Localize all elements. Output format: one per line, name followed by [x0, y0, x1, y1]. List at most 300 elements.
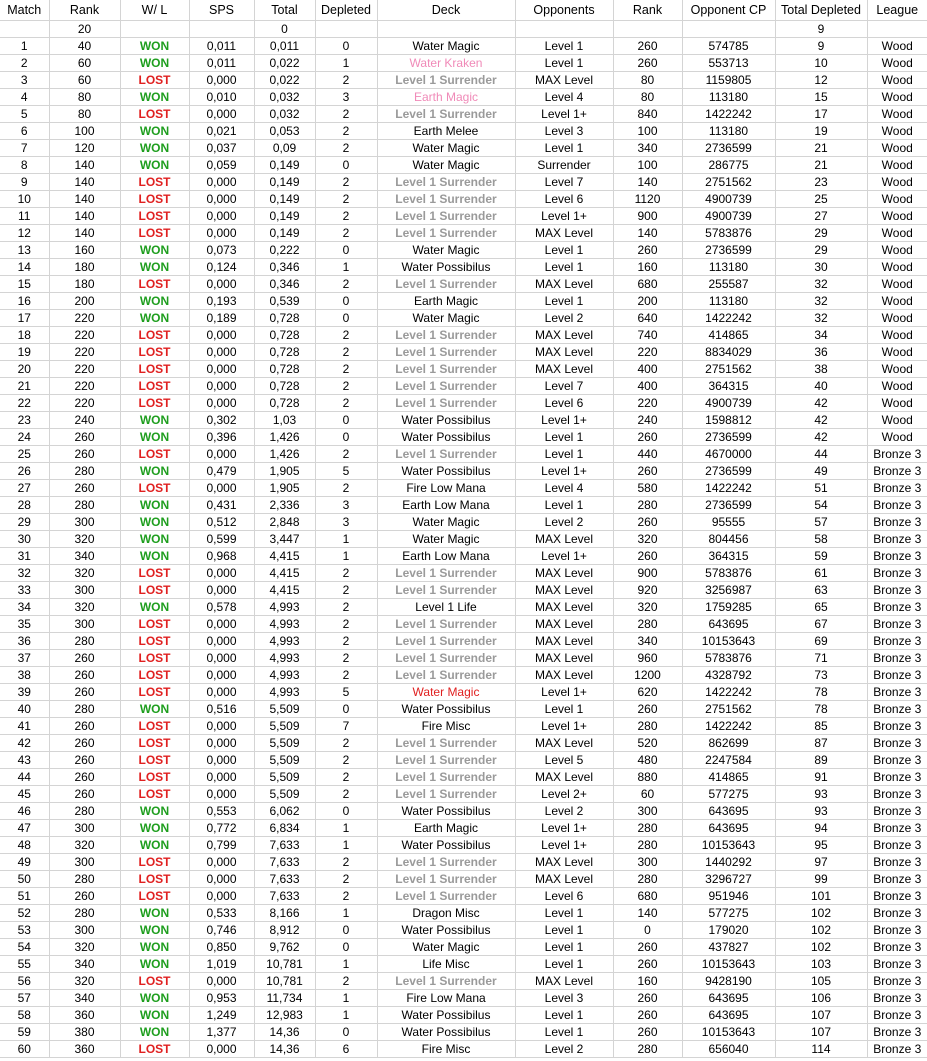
cell-depleted[interactable]: 1 — [315, 55, 377, 72]
cell-total-depleted[interactable]: 44 — [775, 446, 867, 463]
cell-total[interactable]: 0,728 — [254, 361, 315, 378]
cell-opponents[interactable]: MAX Level — [515, 650, 613, 667]
cell-rank[interactable]: 280 — [49, 633, 120, 650]
cell-deck[interactable]: Level 1 Surrender — [377, 582, 515, 599]
cell-sps[interactable]: 0,037 — [189, 140, 254, 157]
cell-rank[interactable]: 260 — [49, 650, 120, 667]
cell-total[interactable]: 4,993 — [254, 599, 315, 616]
cell-rank[interactable]: 260 — [49, 888, 120, 905]
cell-sps[interactable]: 0,553 — [189, 803, 254, 820]
cell-rank[interactable]: 180 — [49, 276, 120, 293]
cell-rank[interactable]: 60 — [49, 55, 120, 72]
cell-total[interactable]: 0,728 — [254, 378, 315, 395]
cell-league[interactable]: Bronze 3 — [867, 973, 927, 990]
cell-league[interactable]: Wood — [867, 395, 927, 412]
cell-opponents[interactable]: Level 1 — [515, 55, 613, 72]
cell-deck[interactable]: Level 1 Surrender — [377, 174, 515, 191]
cell-match[interactable]: 30 — [0, 531, 49, 548]
cell-rank[interactable]: 300 — [49, 820, 120, 837]
cell-opponents[interactable]: MAX Level — [515, 327, 613, 344]
cell-total-depleted[interactable]: 107 — [775, 1007, 867, 1024]
cell-rank[interactable]: 360 — [49, 1041, 120, 1058]
cell-deck[interactable]: Water Possibilus — [377, 259, 515, 276]
cell-sps[interactable]: 0,533 — [189, 905, 254, 922]
cell-wl[interactable]: WON — [120, 990, 189, 1007]
cell-opponents[interactable]: Level 1 — [515, 1007, 613, 1024]
cell-opponents[interactable]: MAX Level — [515, 582, 613, 599]
cell-league[interactable]: Bronze 3 — [867, 905, 927, 922]
cell-league[interactable]: Bronze 3 — [867, 565, 927, 582]
cell-depleted[interactable]: 2 — [315, 735, 377, 752]
cell-wl[interactable]: LOST — [120, 191, 189, 208]
cell-rank[interactable]: 120 — [49, 140, 120, 157]
cell-deck[interactable]: Level 1 Surrender — [377, 667, 515, 684]
cell-match[interactable]: 41 — [0, 718, 49, 735]
cell-opponent-rank[interactable]: 140 — [613, 905, 682, 922]
cell-depleted[interactable]: 2 — [315, 378, 377, 395]
cell-depleted[interactable]: 2 — [315, 599, 377, 616]
cell-opponent-rank[interactable]: 280 — [613, 1041, 682, 1058]
cell-wl[interactable]: LOST — [120, 582, 189, 599]
cell-sps[interactable]: 0,000 — [189, 1041, 254, 1058]
cell-league[interactable]: Wood — [867, 378, 927, 395]
cell-depleted[interactable]: 6 — [315, 1041, 377, 1058]
cell-wl[interactable]: LOST — [120, 174, 189, 191]
cell-opponents[interactable]: Level 6 — [515, 191, 613, 208]
cell-opponent-cp[interactable]: 5783876 — [682, 225, 775, 242]
cell-total[interactable]: 0,022 — [254, 72, 315, 89]
cell-deck[interactable]: Fire Low Mana — [377, 480, 515, 497]
cell-sps[interactable]: 0,193 — [189, 293, 254, 310]
cell-opponents[interactable]: Level 6 — [515, 395, 613, 412]
cell-league[interactable]: Bronze 3 — [867, 769, 927, 786]
cell-match[interactable]: 32 — [0, 565, 49, 582]
cell-depleted[interactable]: 0 — [315, 412, 377, 429]
cell-total-depleted[interactable]: 63 — [775, 582, 867, 599]
cell-opponent-rank[interactable]: 320 — [613, 531, 682, 548]
cell-wl[interactable]: LOST — [120, 361, 189, 378]
cell-sps[interactable]: 0,000 — [189, 361, 254, 378]
cell-rank[interactable]: 320 — [49, 837, 120, 854]
cell-match[interactable]: 3 — [0, 72, 49, 89]
cell-total[interactable]: 5,509 — [254, 701, 315, 718]
cell-deck[interactable]: Level 1 Surrender — [377, 786, 515, 803]
cell-league[interactable]: Bronze 3 — [867, 837, 927, 854]
cell-league[interactable]: Bronze 3 — [867, 650, 927, 667]
cell-total[interactable]: 0,032 — [254, 89, 315, 106]
cell-league[interactable]: Bronze 3 — [867, 446, 927, 463]
cell-opponents[interactable]: Level 1+ — [515, 463, 613, 480]
cell-opponent-rank[interactable]: 220 — [613, 395, 682, 412]
cell-wl[interactable]: LOST — [120, 854, 189, 871]
cell-total[interactable]: 4,993 — [254, 633, 315, 650]
cell-opponents[interactable]: Level 1+ — [515, 684, 613, 701]
cell-total-depleted[interactable]: 114 — [775, 1041, 867, 1058]
cell-opponents[interactable]: MAX Level — [515, 361, 613, 378]
cell-depleted[interactable]: 7 — [315, 718, 377, 735]
cell-opponent-cp[interactable]: 2751562 — [682, 174, 775, 191]
cell-wl[interactable]: LOST — [120, 344, 189, 361]
cell-deck[interactable]: Level 1 Surrender — [377, 650, 515, 667]
cell-total-depleted[interactable]: 78 — [775, 684, 867, 701]
cell-rank[interactable]: 280 — [49, 905, 120, 922]
cell-sps[interactable]: 0,010 — [189, 89, 254, 106]
cell-opponent-rank[interactable]: 160 — [613, 973, 682, 990]
cell-rank[interactable]: 180 — [49, 259, 120, 276]
cell-league[interactable]: Wood — [867, 242, 927, 259]
cell-opponent-rank[interactable]: 80 — [613, 89, 682, 106]
cell-total-depleted[interactable]: 59 — [775, 548, 867, 565]
cell-opponents[interactable]: MAX Level — [515, 599, 613, 616]
cell-total[interactable]: 0,222 — [254, 242, 315, 259]
cell-match[interactable]: 54 — [0, 939, 49, 956]
header-cell-rank[interactable]: Rank — [49, 0, 120, 21]
cell-total-depleted[interactable]: 102 — [775, 922, 867, 939]
cell-league[interactable]: Bronze 3 — [867, 497, 927, 514]
cell-total-depleted[interactable]: 34 — [775, 327, 867, 344]
cell-total-depleted[interactable]: 21 — [775, 157, 867, 174]
cell-deck[interactable]: Earth Low Mana — [377, 497, 515, 514]
cell-wl[interactable]: WON — [120, 803, 189, 820]
cell-rank[interactable]: 100 — [49, 123, 120, 140]
cell-opponent-cp[interactable]: 4900739 — [682, 191, 775, 208]
cell-opponents[interactable]: Level 1+ — [515, 837, 613, 854]
cell-sps[interactable]: 0,000 — [189, 446, 254, 463]
cell-opponent-rank[interactable]: 160 — [613, 259, 682, 276]
cell-league[interactable]: Bronze 3 — [867, 871, 927, 888]
cell-opponents[interactable]: Level 2 — [515, 514, 613, 531]
cell-match[interactable]: 44 — [0, 769, 49, 786]
cell-sps[interactable]: 1,377 — [189, 1024, 254, 1041]
cell-rank[interactable]: 80 — [49, 106, 120, 123]
cell-match[interactable]: 59 — [0, 1024, 49, 1041]
cell-depleted[interactable]: 2 — [315, 446, 377, 463]
cell-opponent-cp[interactable]: 2751562 — [682, 701, 775, 718]
cell-total[interactable]: 4,415 — [254, 582, 315, 599]
cell-total-depleted[interactable]: 93 — [775, 803, 867, 820]
cell-sps[interactable]: 0,000 — [189, 633, 254, 650]
cell-depleted[interactable]: 2 — [315, 106, 377, 123]
cell-opponent-cp[interactable]: 10153643 — [682, 1024, 775, 1041]
cell-opponent-cp[interactable]: 8834029 — [682, 344, 775, 361]
cell-sps[interactable]: 0,000 — [189, 208, 254, 225]
cell-league[interactable]: Wood — [867, 344, 927, 361]
cell-deck[interactable]: Water Possibilus — [377, 463, 515, 480]
cell-league[interactable]: Bronze 3 — [867, 514, 927, 531]
cell-opponents[interactable]: Level 3 — [515, 123, 613, 140]
cell-depleted[interactable]: 2 — [315, 565, 377, 582]
cell-total-depleted[interactable]: 101 — [775, 888, 867, 905]
cell-deck[interactable]: Water Possibilus — [377, 922, 515, 939]
cell-opponents[interactable]: Level 1 — [515, 939, 613, 956]
cell-league[interactable]: Bronze 3 — [867, 701, 927, 718]
cell-match[interactable]: 25 — [0, 446, 49, 463]
cell-depleted[interactable]: 2 — [315, 633, 377, 650]
cell-rank[interactable]: 340 — [49, 956, 120, 973]
cell-total[interactable]: 0,011 — [254, 38, 315, 55]
cell-opponent-rank[interactable]: 280 — [613, 837, 682, 854]
cell-opponent-rank[interactable]: 260 — [613, 956, 682, 973]
cell-match[interactable]: 16 — [0, 293, 49, 310]
cell-sps[interactable]: 0,000 — [189, 395, 254, 412]
cell-total-depleted[interactable]: 94 — [775, 820, 867, 837]
cell-sps[interactable]: 0,968 — [189, 548, 254, 565]
cell-wl[interactable]: WON — [120, 956, 189, 973]
cell-opponent-cp[interactable]: 2247584 — [682, 752, 775, 769]
cell-opponent-cp[interactable]: 255587 — [682, 276, 775, 293]
cell-sps[interactable]: 0,000 — [189, 106, 254, 123]
cell-opponents[interactable]: Level 4 — [515, 480, 613, 497]
cell-opponent-cp[interactable]: 1422242 — [682, 718, 775, 735]
cell-opponent-rank[interactable]: 260 — [613, 38, 682, 55]
cell-deck[interactable]: Earth Low Mana — [377, 548, 515, 565]
cell-league[interactable]: Bronze 3 — [867, 1024, 927, 1041]
cell-deck[interactable]: Level 1 Surrender — [377, 344, 515, 361]
cell-opponent-cp[interactable]: 2751562 — [682, 361, 775, 378]
cell-opponents[interactable]: MAX Level — [515, 871, 613, 888]
cell-total[interactable]: 5,509 — [254, 752, 315, 769]
cell-opponent-rank[interactable]: 620 — [613, 684, 682, 701]
cell-total[interactable]: 0,149 — [254, 157, 315, 174]
cell-wl[interactable]: LOST — [120, 973, 189, 990]
cell-opponent-rank[interactable]: 260 — [613, 990, 682, 1007]
cell-opponent-rank[interactable]: 260 — [613, 514, 682, 531]
cell-deck[interactable]: Water Magic — [377, 140, 515, 157]
cell-total[interactable]: 0,149 — [254, 225, 315, 242]
cell-total-depleted[interactable]: 19 — [775, 123, 867, 140]
cell-match[interactable]: 8 — [0, 157, 49, 174]
cell-opponent-cp[interactable]: 1159805 — [682, 72, 775, 89]
cell-sps[interactable]: 0,431 — [189, 497, 254, 514]
start-cell-opponent-rank[interactable] — [613, 21, 682, 38]
cell-deck[interactable]: Water Magic — [377, 38, 515, 55]
cell-opponent-rank[interactable]: 280 — [613, 718, 682, 735]
cell-total[interactable]: 11,734 — [254, 990, 315, 1007]
cell-wl[interactable]: LOST — [120, 735, 189, 752]
cell-rank[interactable]: 240 — [49, 412, 120, 429]
cell-total[interactable]: 12,983 — [254, 1007, 315, 1024]
cell-match[interactable]: 38 — [0, 667, 49, 684]
cell-rank[interactable]: 320 — [49, 531, 120, 548]
cell-opponent-cp[interactable]: 414865 — [682, 769, 775, 786]
cell-rank[interactable]: 320 — [49, 565, 120, 582]
cell-rank[interactable]: 260 — [49, 786, 120, 803]
cell-opponent-cp[interactable]: 5783876 — [682, 650, 775, 667]
cell-match[interactable]: 35 — [0, 616, 49, 633]
cell-deck[interactable]: Earth Melee — [377, 123, 515, 140]
cell-sps[interactable]: 0,850 — [189, 939, 254, 956]
cell-wl[interactable]: LOST — [120, 480, 189, 497]
cell-total[interactable]: 1,905 — [254, 463, 315, 480]
cell-league[interactable]: Wood — [867, 310, 927, 327]
cell-opponent-rank[interactable]: 340 — [613, 633, 682, 650]
cell-sps[interactable]: 0,000 — [189, 378, 254, 395]
cell-depleted[interactable]: 5 — [315, 463, 377, 480]
cell-league[interactable]: Wood — [867, 38, 927, 55]
cell-sps[interactable]: 0,000 — [189, 225, 254, 242]
cell-league[interactable]: Bronze 3 — [867, 616, 927, 633]
cell-rank[interactable]: 260 — [49, 667, 120, 684]
cell-opponent-rank[interactable]: 260 — [613, 701, 682, 718]
cell-opponent-rank[interactable]: 240 — [613, 412, 682, 429]
cell-depleted[interactable]: 2 — [315, 480, 377, 497]
cell-total[interactable]: 1,905 — [254, 480, 315, 497]
cell-opponent-rank[interactable]: 680 — [613, 888, 682, 905]
cell-total[interactable]: 6,062 — [254, 803, 315, 820]
cell-opponent-cp[interactable]: 4900739 — [682, 208, 775, 225]
cell-match[interactable]: 4 — [0, 89, 49, 106]
cell-match[interactable]: 13 — [0, 242, 49, 259]
cell-sps[interactable]: 0,000 — [189, 667, 254, 684]
cell-league[interactable]: Wood — [867, 429, 927, 446]
cell-league[interactable]: Bronze 3 — [867, 922, 927, 939]
cell-sps[interactable]: 0,512 — [189, 514, 254, 531]
cell-wl[interactable]: WON — [120, 905, 189, 922]
cell-league[interactable]: Wood — [867, 191, 927, 208]
cell-depleted[interactable]: 2 — [315, 72, 377, 89]
cell-rank[interactable]: 280 — [49, 803, 120, 820]
cell-opponent-rank[interactable]: 280 — [613, 871, 682, 888]
cell-opponent-rank[interactable]: 900 — [613, 565, 682, 582]
cell-depleted[interactable]: 1 — [315, 548, 377, 565]
cell-match[interactable]: 34 — [0, 599, 49, 616]
cell-league[interactable]: Wood — [867, 225, 927, 242]
cell-deck[interactable]: Level 1 Surrender — [377, 72, 515, 89]
cell-deck[interactable]: Earth Magic — [377, 820, 515, 837]
cell-league[interactable]: Bronze 3 — [867, 463, 927, 480]
cell-opponent-cp[interactable]: 113180 — [682, 123, 775, 140]
cell-league[interactable]: Bronze 3 — [867, 820, 927, 837]
cell-opponent-cp[interactable]: 2736599 — [682, 140, 775, 157]
cell-match[interactable]: 48 — [0, 837, 49, 854]
cell-rank[interactable]: 260 — [49, 684, 120, 701]
cell-total[interactable]: 4,993 — [254, 650, 315, 667]
cell-match[interactable]: 7 — [0, 140, 49, 157]
cell-opponent-cp[interactable]: 1440292 — [682, 854, 775, 871]
cell-deck[interactable]: Water Possibilus — [377, 1024, 515, 1041]
cell-wl[interactable]: WON — [120, 922, 189, 939]
cell-total[interactable]: 10,781 — [254, 956, 315, 973]
cell-opponent-rank[interactable]: 440 — [613, 446, 682, 463]
cell-sps[interactable]: 0,124 — [189, 259, 254, 276]
cell-league[interactable]: Wood — [867, 361, 927, 378]
cell-match[interactable]: 37 — [0, 650, 49, 667]
cell-total[interactable]: 4,993 — [254, 667, 315, 684]
cell-opponents[interactable]: Level 1 — [515, 905, 613, 922]
cell-total[interactable]: 0,346 — [254, 259, 315, 276]
cell-opponent-rank[interactable]: 400 — [613, 378, 682, 395]
cell-deck[interactable]: Level 1 Surrender — [377, 752, 515, 769]
cell-total[interactable]: 0,032 — [254, 106, 315, 123]
cell-rank[interactable]: 320 — [49, 939, 120, 956]
cell-wl[interactable]: LOST — [120, 616, 189, 633]
cell-rank[interactable]: 260 — [49, 480, 120, 497]
cell-wl[interactable]: WON — [120, 259, 189, 276]
cell-league[interactable]: Bronze 3 — [867, 939, 927, 956]
cell-total-depleted[interactable]: 97 — [775, 854, 867, 871]
cell-wl[interactable]: LOST — [120, 446, 189, 463]
cell-match[interactable]: 53 — [0, 922, 49, 939]
cell-opponent-cp[interactable]: 577275 — [682, 786, 775, 803]
cell-wl[interactable]: LOST — [120, 1041, 189, 1058]
cell-depleted[interactable]: 2 — [315, 191, 377, 208]
cell-deck[interactable]: Water Magic — [377, 939, 515, 956]
cell-match[interactable]: 47 — [0, 820, 49, 837]
cell-depleted[interactable]: 2 — [315, 616, 377, 633]
cell-deck[interactable]: Life Misc — [377, 956, 515, 973]
cell-match[interactable]: 20 — [0, 361, 49, 378]
cell-deck[interactable]: Fire Low Mana — [377, 990, 515, 1007]
cell-total-depleted[interactable]: 21 — [775, 140, 867, 157]
cell-total[interactable]: 4,415 — [254, 565, 315, 582]
cell-total[interactable]: 5,509 — [254, 718, 315, 735]
cell-total[interactable]: 1,03 — [254, 412, 315, 429]
cell-deck[interactable]: Water Possibilus — [377, 412, 515, 429]
cell-deck[interactable]: Earth Magic — [377, 89, 515, 106]
cell-total-depleted[interactable]: 93 — [775, 786, 867, 803]
cell-rank[interactable]: 300 — [49, 514, 120, 531]
cell-opponent-cp[interactable]: 862699 — [682, 735, 775, 752]
cell-opponent-cp[interactable]: 643695 — [682, 820, 775, 837]
cell-sps[interactable]: 0,000 — [189, 735, 254, 752]
cell-opponent-rank[interactable]: 340 — [613, 140, 682, 157]
cell-total-depleted[interactable]: 15 — [775, 89, 867, 106]
cell-sps[interactable]: 0,000 — [189, 973, 254, 990]
cell-opponents[interactable]: MAX Level — [515, 854, 613, 871]
cell-opponent-rank[interactable]: 300 — [613, 803, 682, 820]
cell-league[interactable]: Wood — [867, 72, 927, 89]
cell-opponent-cp[interactable]: 656040 — [682, 1041, 775, 1058]
cell-match[interactable]: 23 — [0, 412, 49, 429]
cell-league[interactable]: Wood — [867, 157, 927, 174]
cell-match[interactable]: 26 — [0, 463, 49, 480]
cell-sps[interactable]: 0,396 — [189, 429, 254, 446]
cell-opponents[interactable]: MAX Level — [515, 973, 613, 990]
cell-total-depleted[interactable]: 61 — [775, 565, 867, 582]
cell-rank[interactable]: 140 — [49, 174, 120, 191]
cell-rank[interactable]: 160 — [49, 242, 120, 259]
cell-depleted[interactable]: 1 — [315, 837, 377, 854]
cell-opponents[interactable]: Level 1 — [515, 922, 613, 939]
cell-deck[interactable]: Level 1 Surrender — [377, 973, 515, 990]
cell-total-depleted[interactable]: 30 — [775, 259, 867, 276]
cell-depleted[interactable]: 2 — [315, 854, 377, 871]
cell-deck[interactable]: Water Possibilus — [377, 803, 515, 820]
cell-opponent-cp[interactable]: 179020 — [682, 922, 775, 939]
cell-league[interactable]: Bronze 3 — [867, 599, 927, 616]
cell-wl[interactable]: WON — [120, 38, 189, 55]
cell-opponent-rank[interactable]: 0 — [613, 922, 682, 939]
cell-opponents[interactable]: Level 2+ — [515, 786, 613, 803]
cell-match[interactable]: 33 — [0, 582, 49, 599]
cell-total-depleted[interactable]: 42 — [775, 395, 867, 412]
cell-match[interactable]: 1 — [0, 38, 49, 55]
cell-wl[interactable]: LOST — [120, 667, 189, 684]
cell-league[interactable]: Wood — [867, 174, 927, 191]
cell-match[interactable]: 36 — [0, 633, 49, 650]
cell-deck[interactable]: Dragon Misc — [377, 905, 515, 922]
cell-deck[interactable]: Earth Magic — [377, 293, 515, 310]
cell-sps[interactable]: 0,772 — [189, 820, 254, 837]
cell-depleted[interactable]: 2 — [315, 871, 377, 888]
cell-total[interactable]: 4,993 — [254, 684, 315, 701]
start-cell-opponent-cp[interactable] — [682, 21, 775, 38]
cell-opponent-cp[interactable]: 4670000 — [682, 446, 775, 463]
cell-opponent-rank[interactable]: 640 — [613, 310, 682, 327]
cell-wl[interactable]: WON — [120, 463, 189, 480]
start-cell-total-depleted[interactable]: 9 — [775, 21, 867, 38]
cell-depleted[interactable]: 5 — [315, 684, 377, 701]
